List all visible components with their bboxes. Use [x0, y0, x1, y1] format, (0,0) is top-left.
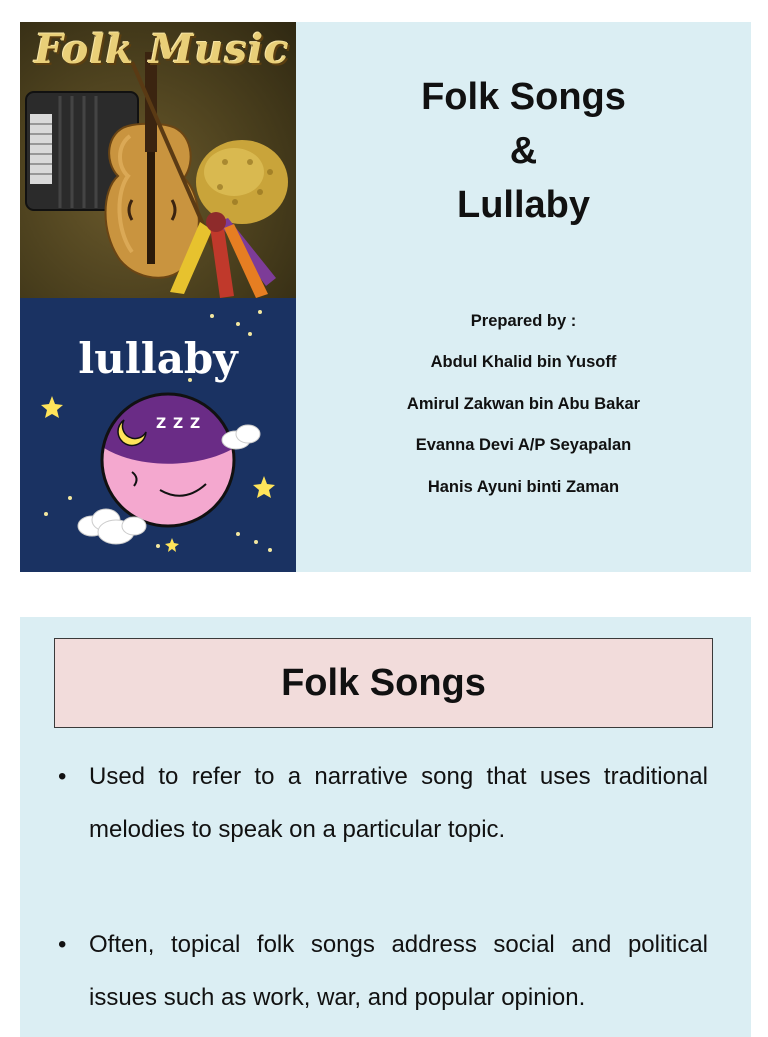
bullet-glyph: • [58, 763, 67, 790]
lullaby-image [20, 298, 296, 572]
author-4: Hanis Ayuni binti Zaman [427, 478, 620, 496]
author-3: Evanna Devi A/P Seyapalan [415, 436, 632, 454]
prepared-by-label: Prepared by : [470, 312, 577, 330]
title-slide [20, 22, 751, 572]
title-line-1: Folk Songs [421, 76, 626, 118]
title-block [296, 22, 751, 572]
bullet-text: Often, topical folk songs address social and political issues such as work, war, and popular opinion. [89, 931, 708, 1011]
lullaby-image-text: lullaby [78, 334, 238, 383]
bullet-item [58, 918, 708, 1024]
author-1: Abdul Khalid bin Yusoff [430, 353, 617, 371]
bullet-glyph: • [58, 931, 67, 958]
folk-music-image-text: Folk Music [34, 26, 290, 73]
folk-music-image [20, 22, 296, 298]
sleep-z-text: Z Z Z [156, 416, 202, 432]
slide-heading-box [54, 638, 713, 728]
bullet-text: Used to refer to a narrative song that uses traditional melodies to speak on a particular topic. [89, 763, 708, 843]
author-2: Amirul Zakwan bin Abu Bakar [406, 395, 641, 413]
slide-heading: Folk Songs [281, 661, 486, 704]
title-line-2: & [509, 130, 538, 172]
bullet-item [58, 750, 708, 856]
title-line-3: Lullaby [456, 184, 591, 226]
folk-songs-slide [20, 617, 751, 1037]
